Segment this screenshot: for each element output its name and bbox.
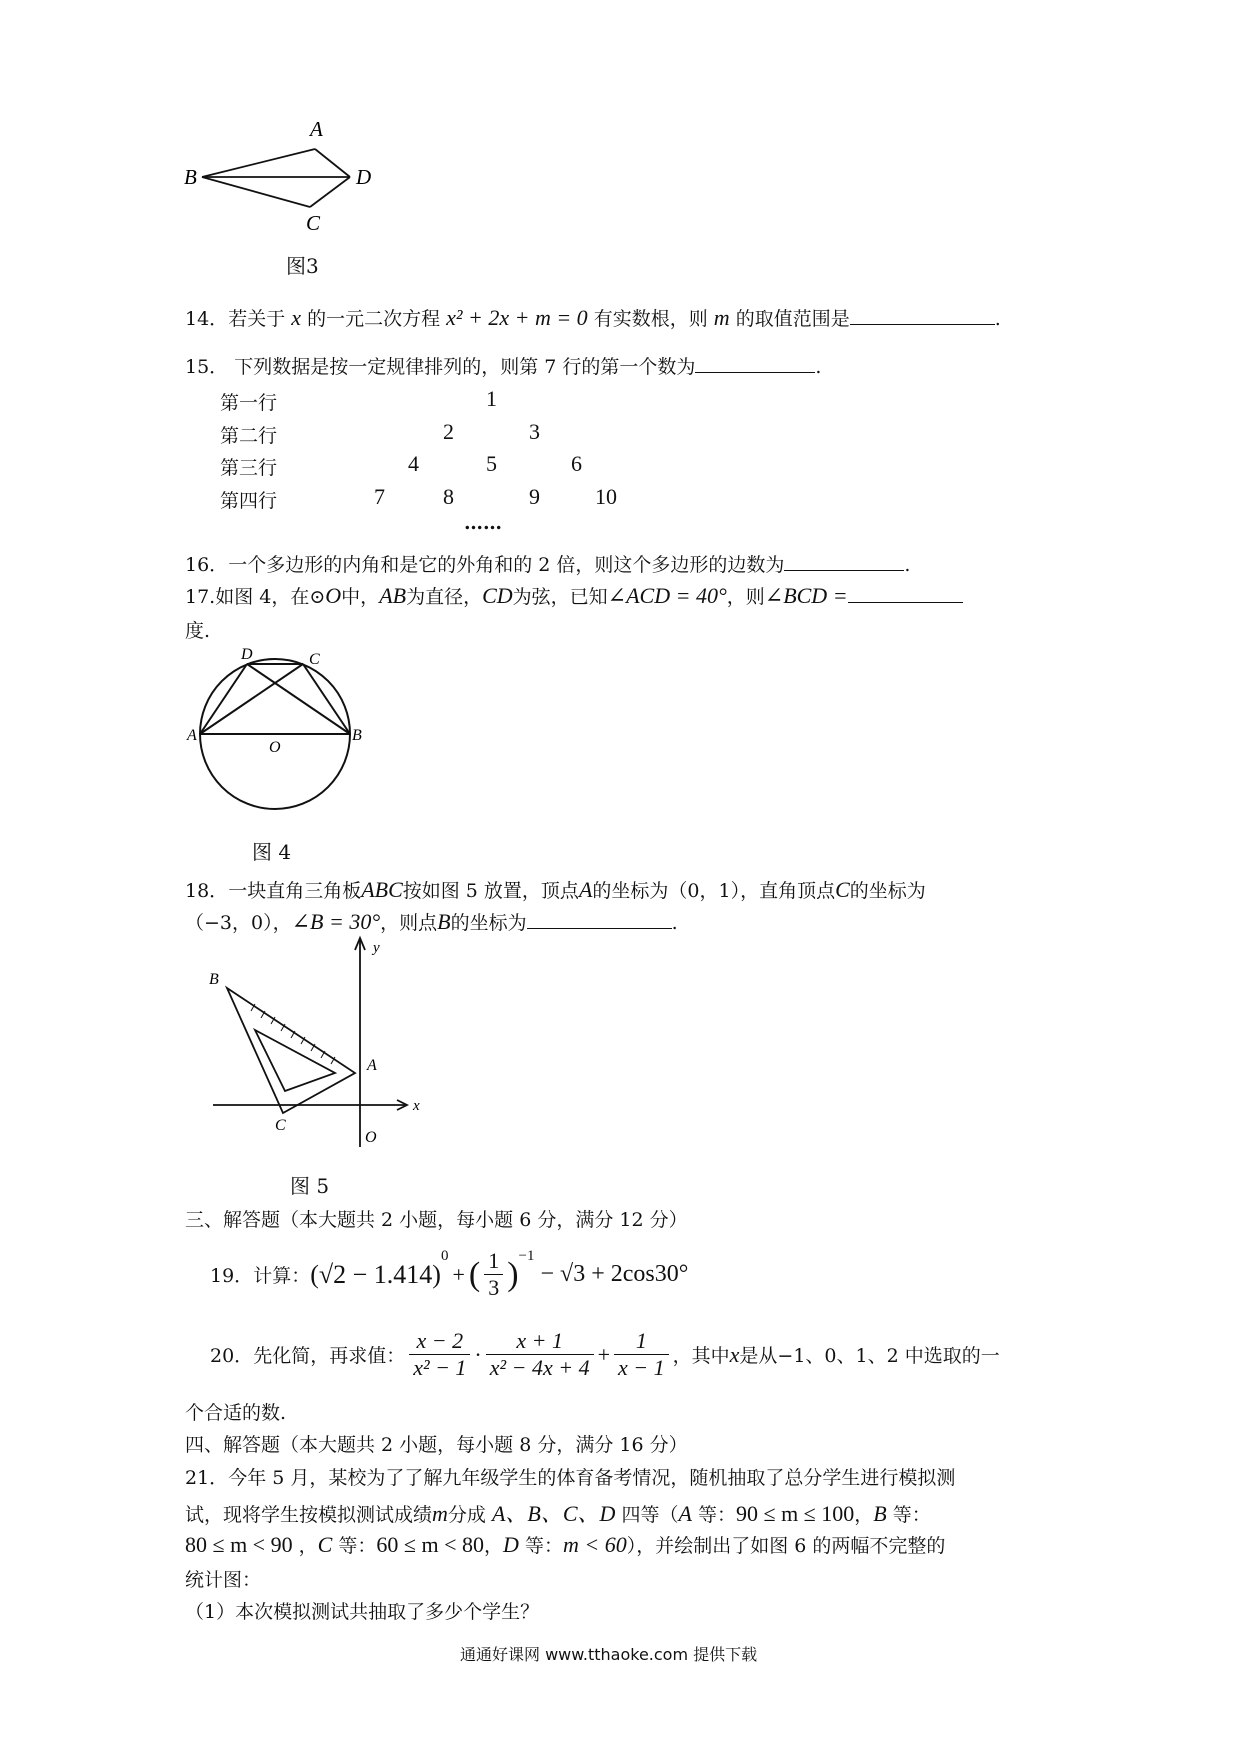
q18-angle-b: ∠B = 30°	[291, 909, 381, 934]
q18-number: 18．	[185, 880, 229, 902]
q20-f2-den: x² − 4x + 4	[486, 1354, 594, 1381]
q20-fraction-1	[409, 1328, 470, 1381]
q15-end: .	[815, 356, 822, 378]
question-14	[185, 304, 1001, 331]
q14-text-2: 的一元二次方程	[307, 308, 441, 330]
q21-line-2d: 等：	[697, 1504, 736, 1526]
q20-plus: +	[597, 1341, 610, 1367]
q18-text-7: 的坐标为	[450, 912, 527, 934]
q21-line-4: 统计图：	[185, 1569, 262, 1591]
q19-fraction	[484, 1248, 503, 1301]
q20-number: 20．	[210, 1345, 254, 1367]
q18-text-3: 的坐标为（0，1），直角顶点	[592, 880, 836, 902]
q17-text-2: 中，	[341, 586, 380, 608]
page-footer: 通通好课网 www.tthaoke.com 提供下载	[460, 1645, 758, 1664]
q18-text-4: 的坐标为	[849, 880, 926, 902]
fig5-label-a: A	[367, 1057, 377, 1074]
q15-row-1-label: 第一行	[220, 392, 278, 414]
question-17	[185, 582, 963, 609]
q18-end: .	[671, 912, 678, 934]
q18-var-abc: ABC	[361, 877, 403, 902]
q20-var-x: x	[729, 1341, 740, 1367]
q17-answer-blank[interactable]	[848, 584, 963, 603]
q17-angle-bcd: ∠BCD =	[764, 583, 848, 608]
fig3-label-d: D	[356, 165, 372, 189]
q21-range-c: 60 ≤ m < 80	[376, 1532, 484, 1557]
q18-text-5: （−3，0），	[185, 912, 292, 934]
q17-line-2: 度.	[185, 620, 211, 642]
q16-answer-blank[interactable]	[784, 552, 904, 571]
q18-var-b: B	[437, 909, 451, 934]
q17-var-cd: CD	[482, 583, 513, 608]
fig4-label-c: C	[309, 651, 320, 668]
q21-var-m: m	[432, 1501, 448, 1526]
q19-frac-den: 3	[484, 1274, 503, 1301]
q21-range-a: 90 ≤ m ≤ 100	[736, 1501, 855, 1526]
question-18-line-1	[185, 876, 926, 903]
q21-line-2e: ，	[854, 1504, 874, 1526]
q21-line-2	[185, 1497, 931, 1528]
q15-row-2-label: 第二行	[220, 425, 278, 447]
q19-paren-close: )	[507, 1255, 519, 1293]
section-4-heading: 四、解答题（本大题共 2 小题，每小题 8 分，满分 16 分）	[185, 1434, 688, 1456]
q21-line-3	[185, 1531, 945, 1558]
q20-fraction-2	[486, 1328, 594, 1381]
q21-grades: A、B、C、D	[491, 1501, 616, 1526]
fig4-label-o: O	[269, 739, 281, 756]
fig5-caption: 图 5	[290, 1174, 330, 1198]
q20-f3-num: 1	[635, 1328, 647, 1353]
q18-text-1: 一块直角三角板	[228, 880, 362, 902]
fig3-label-a: A	[310, 120, 323, 141]
q14-number: 14．	[185, 308, 229, 330]
q14-var-x: x	[291, 305, 302, 330]
fig4-caption: 图 4	[252, 840, 292, 864]
q21-grade-a: A	[678, 1501, 692, 1526]
q19-paren-open: (	[468, 1255, 481, 1293]
q14-var-m: m	[713, 305, 730, 330]
q15-row-3-value-1: 4	[408, 451, 419, 476]
q15-row-3-value-3: 6	[571, 451, 582, 476]
q15-answer-blank[interactable]	[695, 354, 815, 373]
fig3-label-b: B	[184, 165, 197, 189]
question-20	[210, 1328, 1000, 1381]
fig3-caption: 图3	[286, 254, 319, 278]
q21-line-3e: ），并绘制出了如图 6 的两幅不完整的	[626, 1535, 946, 1557]
q15-row-2-value-1: 2	[443, 419, 454, 444]
q21-line-1	[185, 1463, 955, 1490]
q21-sub-1: （1）本次模拟测试共抽取了多少个学生？	[185, 1601, 540, 1623]
q17-var-o: O	[325, 583, 342, 608]
q21-range-b: 80 ≤ m < 90	[185, 1532, 293, 1557]
figure-3	[180, 120, 380, 245]
q21-grade-b: B	[873, 1501, 887, 1526]
question-16	[185, 550, 910, 577]
fig3-label-c: C	[306, 211, 321, 235]
q19-text: 计算：	[253, 1265, 311, 1287]
q14-answer-blank[interactable]	[850, 306, 995, 325]
q14-text-4: 的取值范围是	[735, 308, 850, 330]
q20-f1-num: x − 2	[416, 1328, 464, 1353]
q19-frac-num: 1	[488, 1248, 500, 1273]
q20-line-2: 个合适的数.	[185, 1402, 287, 1424]
q21-line-2f: 等：	[892, 1504, 931, 1526]
question-18-line-2	[185, 908, 678, 935]
q15-row-4-label: 第四行	[220, 490, 278, 512]
fig4-label-a: A	[187, 727, 197, 744]
q15-row-3-label: 第三行	[220, 457, 278, 479]
q16-text: 一个多边形的内角和是它的外角和的 2 倍，则这个多边形的边数为	[228, 554, 785, 576]
q14-text-3: 有实数根，则	[593, 308, 708, 330]
question-19	[210, 1248, 688, 1301]
q21-line-3a: ，	[298, 1535, 318, 1557]
q21-line-2a: 试，现将学生按模拟测试成绩	[185, 1504, 433, 1526]
q20-text-3: 是从−1、0、1、2 中选取的一	[739, 1345, 1000, 1367]
q21-line-2b: 分成	[447, 1504, 486, 1526]
fig4-label-d: D	[241, 646, 253, 663]
q15-row-2-value-2: 3	[529, 419, 540, 444]
q21-number: 21．	[185, 1467, 229, 1489]
fig4-label-b: B	[352, 727, 362, 744]
q16-end: .	[904, 554, 911, 576]
figure-4	[185, 645, 375, 820]
q18-var-a: A	[578, 877, 593, 902]
fig5-label-o: O	[365, 1129, 377, 1146]
q20-text: 先化简，再求值：	[253, 1345, 406, 1367]
q21-grade-d: D	[503, 1532, 519, 1557]
section-3-heading: 三、解答题（本大题共 2 小题，每小题 6 分，满分 12 分）	[185, 1209, 688, 1231]
fig5-label-x: x	[413, 1098, 420, 1114]
q20-f3-den: x − 1	[614, 1354, 669, 1381]
q21-range-d: m < 60	[562, 1532, 627, 1557]
q19-expr-1: (√2 − 1.414)	[310, 1259, 441, 1289]
q21-line-2c: 四等（	[621, 1504, 679, 1526]
q15-row-1-value-1: 1	[486, 386, 497, 411]
q21-line-3b: 等：	[338, 1535, 377, 1557]
q17-text-4: 为弦，已知	[512, 586, 608, 608]
q20-fraction-3	[614, 1328, 669, 1381]
figure-5	[205, 932, 435, 1157]
q19-expr-2: − √3 + 2cos30°	[540, 1261, 689, 1287]
q18-text-6: ，则点	[380, 912, 438, 934]
q17-text-1: 如图 4，在⊙	[215, 586, 326, 608]
q21-line-3d: 等：	[524, 1535, 563, 1557]
q17-number: 17.	[185, 586, 216, 608]
q19-exp-neg1: −1	[518, 1248, 535, 1264]
q21-line-1-text: 今年 5 月，某校为了了解九年级学生的体育备考情况，随机抽取了总分学生进行模拟测	[228, 1467, 956, 1489]
q20-f1-den: x² − 1	[409, 1354, 470, 1381]
q20-dot: ·	[474, 1341, 482, 1367]
q15-row-4-value-3: 9	[529, 484, 540, 509]
q17-angle-acd: ∠ACD = 40°	[607, 583, 727, 608]
q14-text-1: 若关于	[228, 308, 286, 330]
q15-row-4-value-4: 10	[595, 484, 617, 509]
q19-plus: +	[452, 1261, 465, 1287]
q20-f2-num: x + 1	[516, 1328, 563, 1353]
question-15	[185, 352, 821, 379]
q18-text-2: 按如图 5 放置，顶点	[402, 880, 579, 902]
q18-var-c: C	[835, 877, 850, 902]
q15-row-4-value-1: 7	[374, 484, 385, 509]
q15-text: 下列数据是按一定规律排列的，则第 7 行的第一个数为	[234, 356, 696, 378]
q17-text-5: ，则	[726, 586, 765, 608]
q15-row-4-value-2: 8	[443, 484, 454, 509]
q21-line-3c: ，	[484, 1535, 504, 1557]
q18-answer-blank[interactable]	[527, 910, 672, 929]
q17-var-ab: AB	[379, 583, 407, 608]
q19-exp-0: 0	[440, 1248, 449, 1264]
q16-number: 16．	[185, 554, 229, 576]
fig5-label-c: C	[275, 1117, 286, 1134]
fig5-label-y: y	[373, 940, 380, 956]
q15-number: 15．	[185, 356, 229, 378]
q19-number: 19．	[210, 1265, 254, 1287]
q14-end: .	[994, 308, 1001, 330]
q15-ellipsis: ……	[464, 512, 502, 534]
q15-row-3-value-2: 5	[486, 451, 497, 476]
q14-equation: x² + 2x + m = 0	[446, 305, 588, 330]
q20-text-2: ，其中	[672, 1345, 730, 1367]
fig5-label-b: B	[209, 971, 219, 988]
q17-text-3: 为直径，	[406, 586, 483, 608]
q21-grade-c: C	[317, 1532, 333, 1557]
